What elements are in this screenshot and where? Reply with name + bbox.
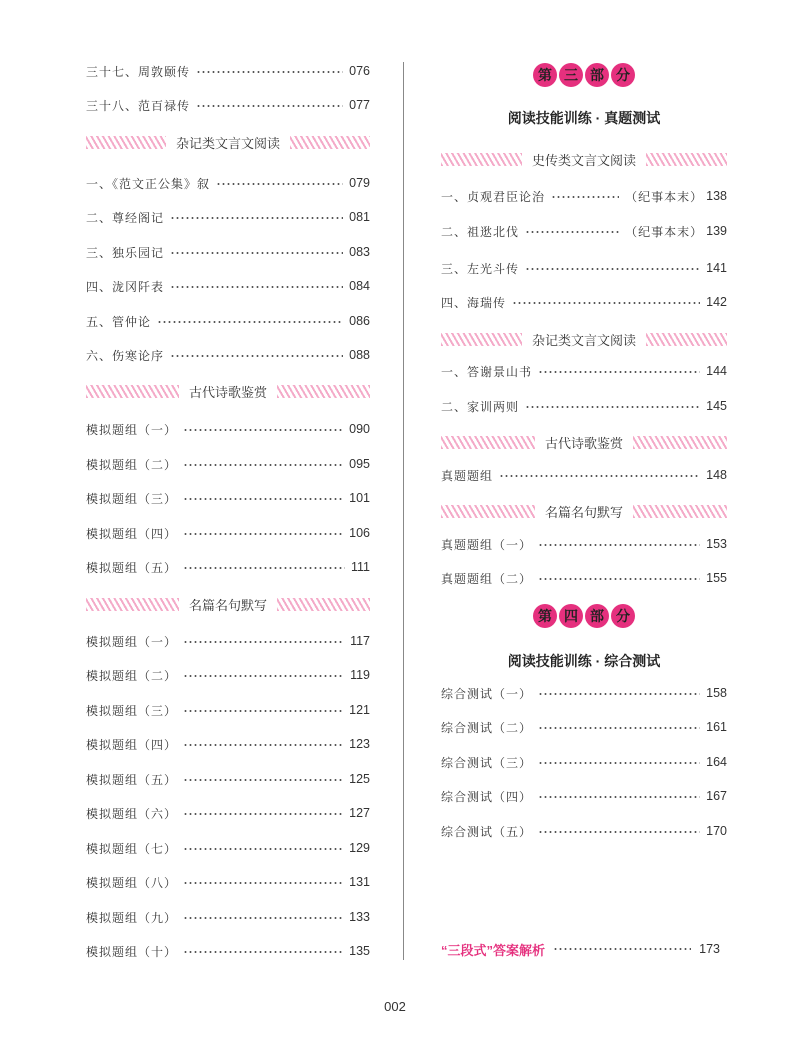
leader-dots: [170, 217, 343, 219]
entry-title: 模拟题组（一）: [86, 422, 178, 437]
part-char: 第: [533, 63, 557, 87]
leader-dots: [196, 105, 343, 107]
toc-entry[interactable]: [86, 804, 370, 822]
leader-dots: [183, 533, 343, 535]
stripe-decoration: [646, 153, 727, 166]
leader-dots: [183, 882, 343, 884]
toc-entry[interactable]: [86, 277, 370, 295]
leader-dots: [196, 71, 343, 73]
toc-entry[interactable]: [441, 187, 727, 205]
entry-page: 131: [349, 875, 370, 889]
entry-title: 模拟题组（三）: [86, 703, 178, 718]
section-header: [441, 330, 727, 348]
toc-entry[interactable]: [86, 208, 370, 226]
entry-note: （纪事本末）: [625, 189, 704, 204]
leader-dots: [183, 567, 345, 569]
entry-page: 133: [349, 910, 370, 924]
part-char: 部: [585, 63, 609, 87]
leader-dots: [183, 917, 343, 919]
entry-page: 145: [706, 399, 727, 413]
leader-dots: [499, 475, 700, 477]
leader-dots: [183, 744, 343, 746]
entry-title: 模拟题组（八）: [86, 875, 178, 890]
entry-title: 综合测试（四）: [441, 789, 533, 804]
answer-key-entry[interactable]: [441, 940, 727, 958]
entry-title: 四、海瑞传: [441, 295, 507, 310]
toc-entry[interactable]: [86, 839, 370, 857]
entry-title: 模拟题组（二）: [86, 668, 178, 683]
entry-page: 117: [350, 634, 370, 648]
leader-dots: [157, 321, 343, 323]
toc-entry[interactable]: [86, 558, 370, 576]
entry-title: 模拟题组（三）: [86, 491, 178, 506]
toc-entry[interactable]: [441, 222, 727, 240]
part-char: 第: [533, 604, 557, 628]
leader-dots: [538, 544, 700, 546]
leader-dots: [183, 951, 343, 953]
entry-title: 综合测试（二）: [441, 720, 533, 735]
stripe-decoration: [86, 598, 179, 611]
entry-page: 101: [349, 491, 370, 505]
leader-dots: [170, 286, 343, 288]
section-header: [441, 502, 727, 520]
part-three-title: 阅读技能训练 · 真题测试: [507, 110, 661, 126]
toc-entry[interactable]: [86, 455, 370, 473]
entry-page: 106: [349, 526, 370, 540]
entry-title: 综合测试（三）: [441, 755, 533, 770]
entry-title: 真题题组（一）: [441, 537, 533, 552]
toc-entry[interactable]: [86, 908, 370, 926]
entry-page: 161: [706, 720, 727, 734]
toc-entry[interactable]: [441, 535, 727, 553]
toc-entry[interactable]: [86, 243, 370, 261]
toc-entry[interactable]: [441, 259, 727, 277]
toc-entry[interactable]: [441, 787, 727, 805]
section-label: 古代诗歌鉴赏: [545, 435, 624, 451]
stripe-decoration: [290, 136, 370, 149]
toc-entry[interactable]: [86, 632, 370, 650]
leader-dots: [553, 948, 691, 950]
entry-title: 三十八、范百禄传: [86, 98, 191, 113]
leader-dots: [183, 710, 343, 712]
part-char: 部: [585, 604, 609, 628]
entry-page: 142: [706, 295, 727, 309]
entry-page: 141: [706, 261, 727, 275]
entry-title: 真题题组: [441, 468, 494, 483]
entry-title: 模拟题组（六）: [86, 806, 178, 821]
leader-dots: [538, 831, 700, 833]
toc-entry[interactable]: [441, 684, 727, 702]
leader-dots: [538, 796, 700, 798]
entry-title: 一、答谢景山书: [441, 364, 533, 379]
entry-title: 模拟题组（七）: [86, 841, 178, 856]
stripe-decoration: [441, 436, 535, 449]
section-label: 杂记类文言文阅读: [176, 135, 281, 151]
entry-page: 138: [706, 189, 727, 203]
entry-title: 模拟题组（四）: [86, 526, 178, 541]
entry-page: 153: [706, 537, 727, 551]
entry-page: 148: [706, 468, 727, 482]
toc-entry[interactable]: [86, 873, 370, 891]
entry-page: 079: [349, 176, 370, 190]
part-char: 分: [611, 604, 635, 628]
entry-page: 088: [349, 348, 370, 362]
entry-page: 077: [349, 98, 370, 112]
entry-page: 139: [706, 224, 727, 238]
part-char: 分: [611, 63, 635, 87]
part-four-header: [441, 604, 727, 630]
toc-entry[interactable]: [441, 362, 727, 380]
leader-dots: [183, 429, 343, 431]
leader-dots: [183, 848, 343, 850]
toc-entry[interactable]: [86, 420, 370, 438]
stripe-decoration: [441, 333, 522, 346]
leader-dots: [183, 464, 343, 466]
entry-title: 四、泷冈阡表: [86, 279, 165, 294]
leader-dots: [538, 371, 700, 373]
entry-page: 081: [349, 210, 370, 224]
entry-page: 123: [349, 737, 370, 751]
entry-page: 090: [349, 422, 370, 436]
toc-entry[interactable]: [86, 62, 370, 80]
entry-page: 164: [706, 755, 727, 769]
entry-title: 真题题组（二）: [441, 571, 533, 586]
toc-entry[interactable]: [441, 397, 727, 415]
entry-title: 模拟题组（二）: [86, 457, 178, 472]
leader-dots: [183, 813, 343, 815]
leader-dots: [183, 779, 343, 781]
leader-dots: [183, 641, 344, 643]
entry-note: （纪事本末）: [625, 224, 704, 239]
leader-dots: [183, 675, 344, 677]
entry-title: 模拟题组（一）: [86, 634, 178, 649]
stripe-decoration: [277, 385, 370, 398]
stripe-decoration: [441, 505, 535, 518]
entry-title: 一、贞观君臣论治: [441, 189, 546, 204]
answer-title: “三段式”答案解析: [441, 942, 546, 958]
toc-entry[interactable]: [86, 96, 370, 114]
entry-title: 综合测试（五）: [441, 824, 533, 839]
page-number: 002: [384, 999, 406, 1014]
entry-title: 二、祖逖北伐: [441, 224, 520, 239]
leader-dots: [170, 355, 343, 357]
leader-dots: [525, 268, 700, 270]
leader-dots: [183, 498, 343, 500]
stripe-decoration: [441, 153, 522, 166]
toc-entry[interactable]: [441, 293, 727, 311]
entry-page: 125: [349, 772, 370, 786]
toc-entry[interactable]: [86, 312, 370, 330]
entry-title: 模拟题组（五）: [86, 560, 178, 575]
toc-entry[interactable]: [86, 770, 370, 788]
section-header: [86, 133, 370, 151]
entry-page: 144: [706, 364, 727, 378]
stripe-decoration: [86, 385, 179, 398]
entry-title: 二、尊经阁记: [86, 210, 165, 225]
toc-entry[interactable]: [86, 346, 370, 364]
answer-page: 173: [699, 942, 720, 956]
leader-dots: [512, 302, 700, 304]
leader-dots: [170, 252, 343, 254]
entry-title: 三、左光斗传: [441, 261, 520, 276]
part-char: 四: [559, 604, 583, 628]
section-header: [86, 382, 370, 400]
part-four-title: 阅读技能训练 · 综合测试: [507, 653, 661, 669]
section-header: [441, 150, 727, 168]
toc-entry[interactable]: [441, 718, 727, 736]
entry-page: 095: [349, 457, 370, 471]
entry-page: 076: [349, 64, 370, 78]
entry-page: 135: [349, 944, 370, 958]
section-label: 名篇名句默写: [545, 504, 624, 520]
entry-title: 五、管仲论: [86, 314, 152, 329]
entry-title: 模拟题组（十）: [86, 944, 178, 959]
leader-dots: [538, 693, 700, 695]
entry-title: 三、独乐园记: [86, 245, 165, 260]
entry-title: 综合测试（一）: [441, 686, 533, 701]
entry-page: 158: [706, 686, 727, 700]
section-label: 名篇名句默写: [189, 597, 268, 613]
stripe-decoration: [633, 436, 727, 449]
column-divider: [403, 62, 404, 960]
toc-entry[interactable]: [86, 735, 370, 753]
section-label: 史传类文言文阅读: [532, 152, 637, 168]
entry-title: 二、家训两则: [441, 399, 520, 414]
entry-page: 083: [349, 245, 370, 259]
toc-entry[interactable]: [86, 489, 370, 507]
section-header: [86, 595, 370, 613]
entry-page: 084: [349, 279, 370, 293]
entry-title: 三十七、周敦颐传: [86, 64, 191, 79]
entry-page: 167: [706, 789, 727, 803]
stripe-decoration: [633, 505, 727, 518]
leader-dots: [538, 727, 700, 729]
entry-page: 086: [349, 314, 370, 328]
stripe-decoration: [277, 598, 370, 611]
toc-entry[interactable]: [86, 666, 370, 684]
entry-title: 模拟题组（四）: [86, 737, 178, 752]
part-char: 三: [559, 63, 583, 87]
stripe-decoration: [86, 136, 166, 149]
toc-entry[interactable]: [441, 569, 727, 587]
entry-page: 121: [349, 703, 370, 717]
leader-dots: [538, 762, 700, 764]
entry-page: 129: [349, 841, 370, 855]
toc-entry[interactable]: [86, 174, 370, 192]
entry-page: 127: [349, 806, 370, 820]
part-three-header: [441, 63, 727, 89]
toc-entry[interactable]: [86, 524, 370, 542]
toc-entry[interactable]: [441, 753, 727, 771]
toc-entry[interactable]: [86, 701, 370, 719]
section-header: [441, 433, 727, 451]
toc-entry[interactable]: [441, 822, 727, 840]
entry-title: 模拟题组（九）: [86, 910, 178, 925]
toc-entry[interactable]: [441, 466, 727, 484]
entry-title: 六、伤寒论序: [86, 348, 165, 363]
leader-dots: [525, 231, 619, 233]
entry-title: 模拟题组（五）: [86, 772, 178, 787]
toc-entry[interactable]: [86, 942, 370, 960]
leader-dots: [538, 578, 700, 580]
section-label: 古代诗歌鉴赏: [189, 384, 268, 400]
leader-dots: [551, 196, 619, 198]
entry-page: 111: [350, 560, 370, 574]
leader-dots: [525, 406, 700, 408]
entry-page: 155: [706, 571, 727, 585]
entry-page: 170: [706, 824, 727, 838]
stripe-decoration: [646, 333, 727, 346]
entry-page: 119: [350, 668, 370, 682]
entry-title: 一、《范文正公集》叙: [86, 176, 211, 191]
section-label: 杂记类文言文阅读: [532, 332, 637, 348]
leader-dots: [216, 183, 343, 185]
